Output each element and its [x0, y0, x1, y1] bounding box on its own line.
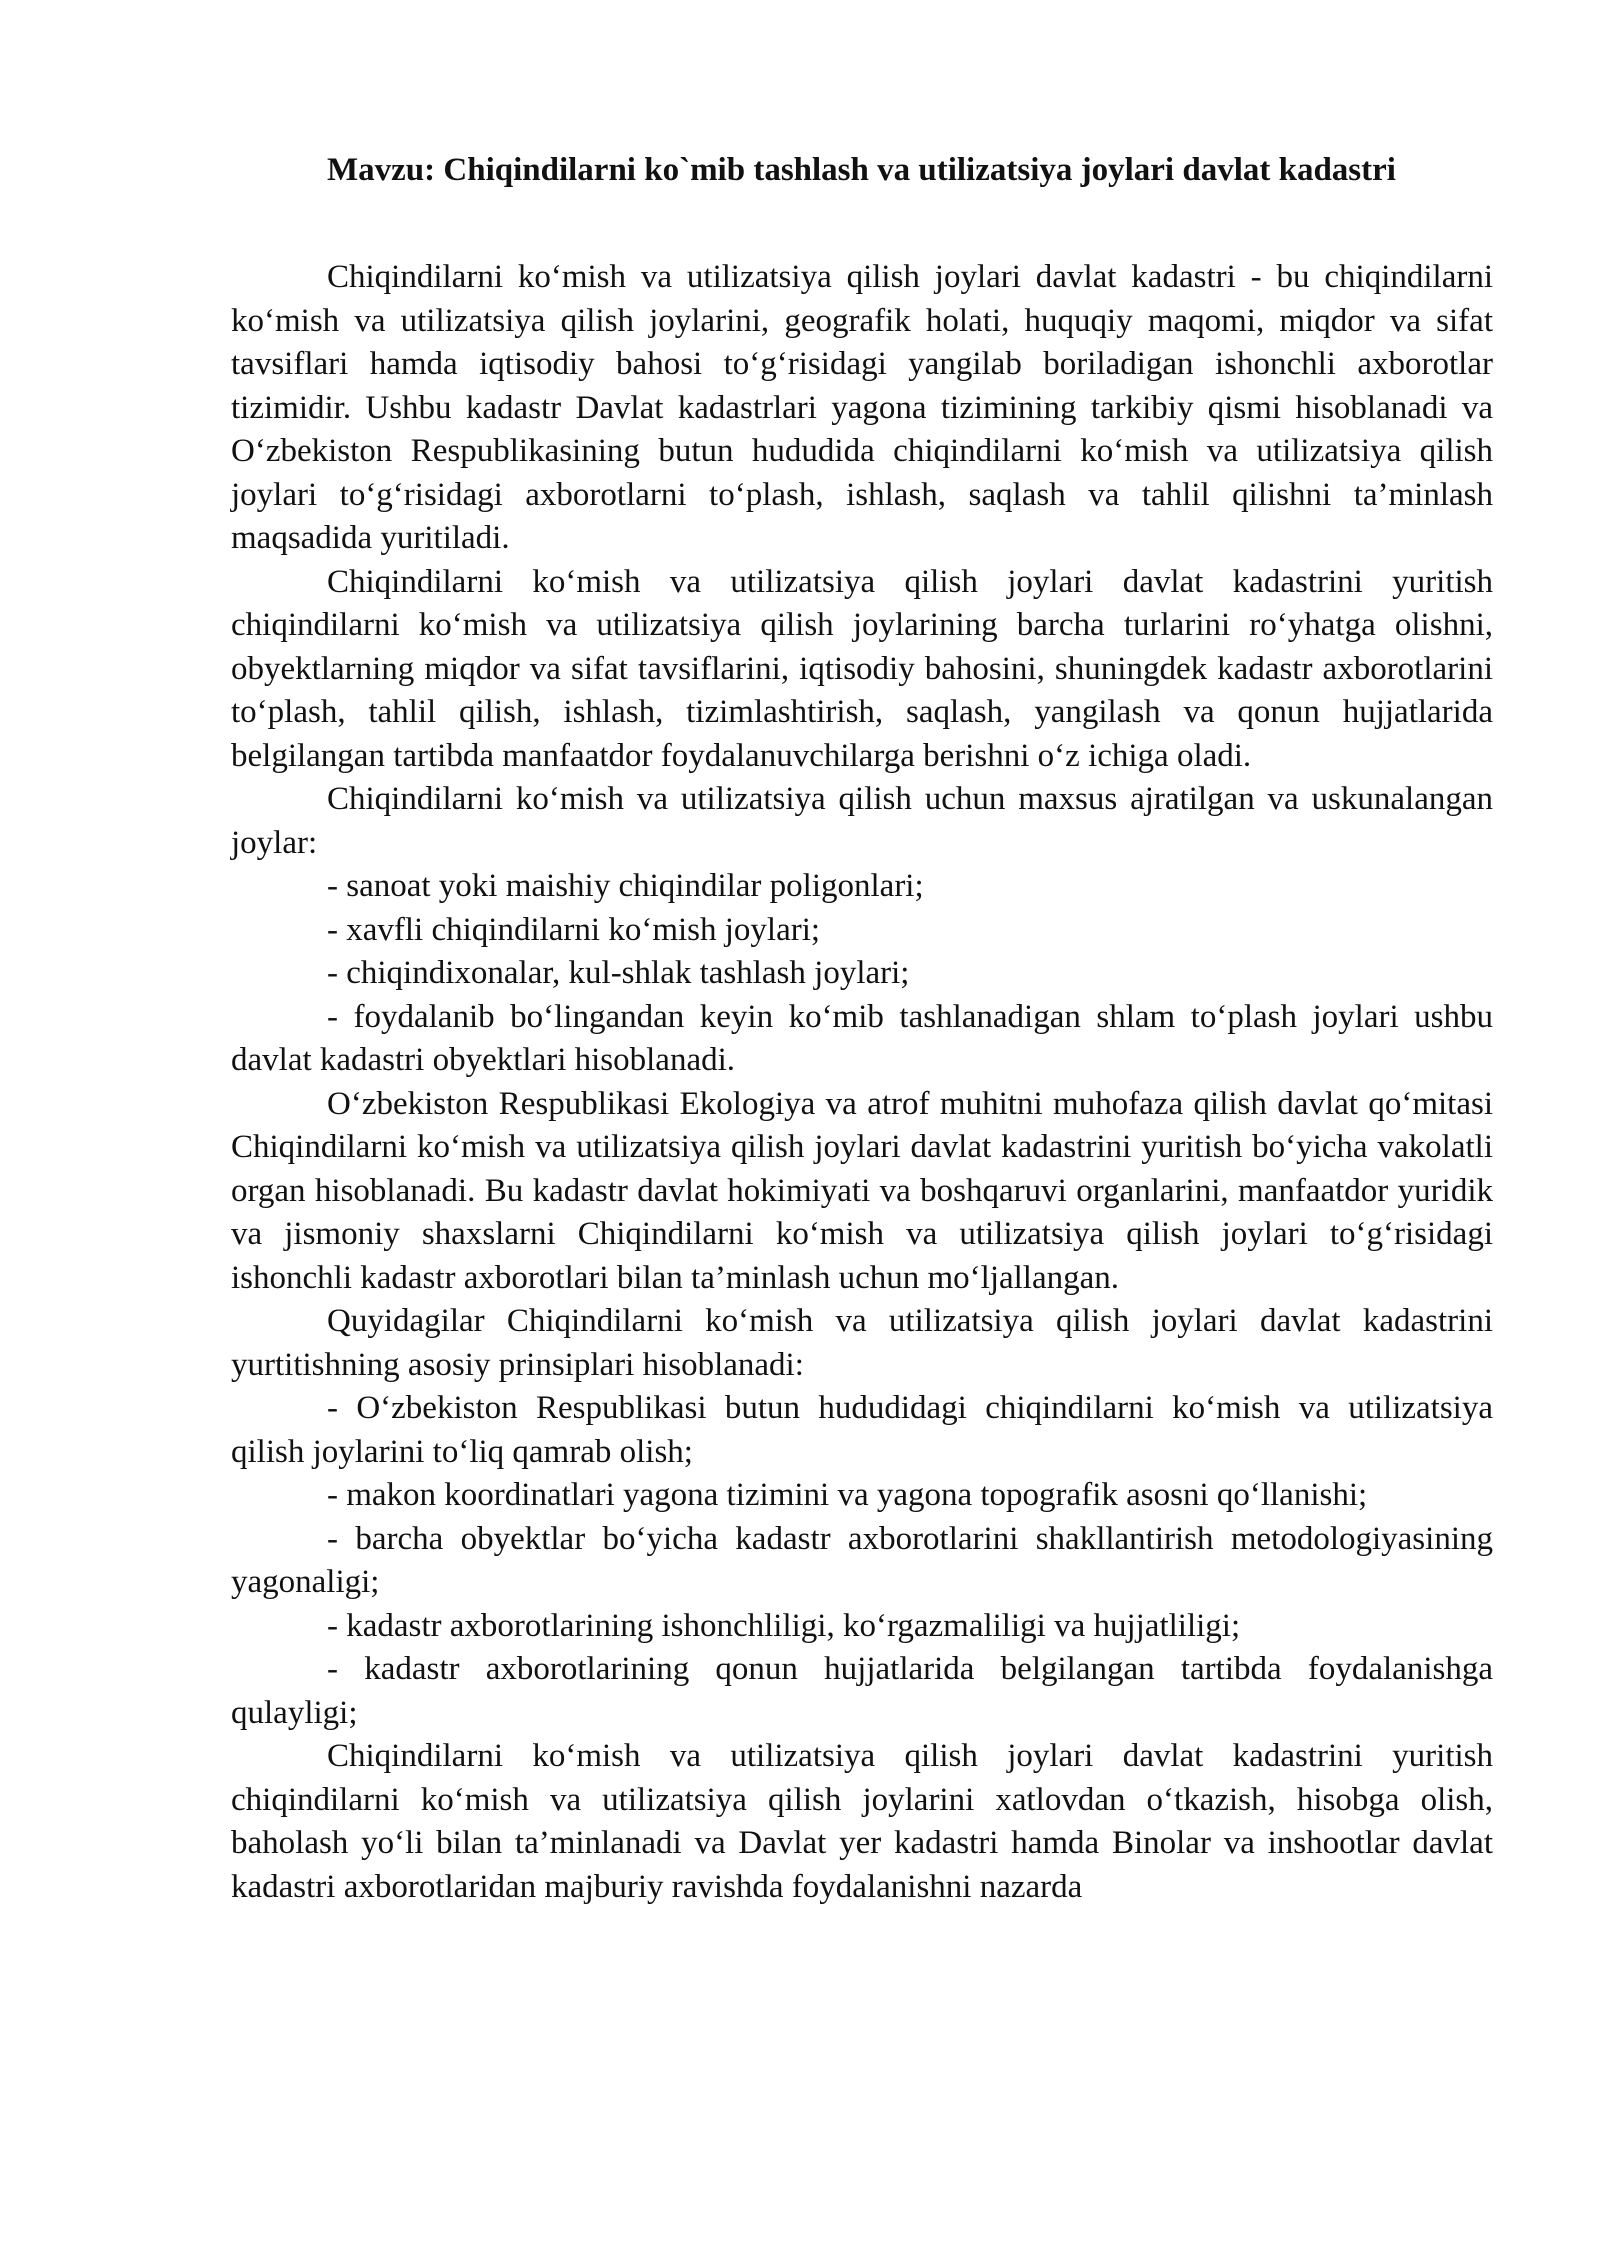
list-item-reliability: - kadastr axborotlarining ishonchliligi, ko‘rgazmaliligi va hujjatliligi; — [327, 1607, 1241, 1644]
list-item-accessibility: - kadastr axborotlarining qonun hujjatlarida belgilangan tartibda foydalanishga qulayligi; — [231, 1651, 1493, 1731]
paragraph-implementation: Chiqindilarni ko‘mish va utilizatsiya qilish joylari davlat kadastrini yuritish chiqindilarni ko‘mish va utilizatsiya qilish joylarini xatlovdan o‘tkazish, hisobga olish, baholash yo‘li bilan ta’minlanadi va Davlat yer kadastri hamda Binolar va inshootlar davlat kadastri axborotlaridan majburiy ravishda foydalanishni nazarda — [231, 1738, 1493, 1905]
list-item-coordinates: - makon koordinatlari yagona tizimini va yagona topografik asosni qo‘llanishi; — [327, 1477, 1368, 1513]
paragraph-objects-intro: Chiqindilarni ko‘mish va utilizatsiya qilish uchun maxsus ajratilgan va uskunalangan joylar: — [231, 781, 1493, 861]
list-item-coverage: - O‘zbekiston Respublikasi butun hududidagi chiqindilarni ko‘mish va utilizatsiya qilish joylarini to‘liq qamrab olish; — [231, 1390, 1493, 1470]
document-title: Mavzu: Chiqindilarni ko`mib tashlash va utilizatsiya joylari davlat kadastri — [327, 152, 1396, 188]
list-item-hazardous: - xavfli chiqindilarni ko‘mish joylari; — [327, 911, 821, 948]
title-spacer — [231, 192, 1493, 256]
document-page — [231, 148, 1493, 1909]
paragraph-maintenance: Chiqindilarni ko‘mish va utilizatsiya qilish joylari davlat kadastrini yuritish chiqindilarni ko‘mish va utilizatsiya qilish joylarining barcha turlarini ro‘yhatga olishni, obyektlarning miqdor va sifat tavsiflarini, iqtisodiy bahosini, shuningdek kadastr axborotlarini to‘plash, tahlil qilish, ishlash, tizimlashtirish, saqlash, yangilash va qonun hujjatlarida belgilangan tartibda manfaatdor foydalanuvchilarga berishni o‘z ichiga oladi. — [231, 563, 1493, 774]
list-item-polygons: - sanoat yoki maishiy chiqindilar poligonlari; — [327, 868, 924, 904]
paragraph-principles-intro: Quyidagilar Chiqindilarni ko‘mish va utilizatsiya qilish joylari davlat kadastrini yurtitishning asosiy prinsiplari hisoblanadi: — [231, 1303, 1493, 1383]
list-item-methodology: - barcha obyektlar bo‘yicha kadastr axborotlarini shakllantirish metodologiyasining yagonaligi; — [231, 1520, 1493, 1600]
list-item-sludge: - foydalanib bo‘lingandan keyin ko‘mib tashlanadigan shlam to‘plash joylari ushbu davlat kadastri obyektlari hisoblanadi. — [231, 998, 1493, 1078]
list-item-dumps: - chiqindixonalar, kul-shlak tashlash joylari; — [327, 955, 910, 991]
paragraph-definition: Chiqindilarni ko‘mish va utilizatsiya qilish joylari davlat kadastri - bu chiqindilarni ko‘mish va utilizatsiya qilish joylarini, geografik holati, huquqiy maqomi, miqdor va sifat tavsiflari hamda iqtisodiy bahosi to‘g‘risidagi yangilab boriladigan ishonchli axborotlar tizimidir. Ushbu kadastr Davlat kadastrlari yagona tizimining tarkibiy qismi hisoblanadi va O‘zbekiston Respublikasining butun hududida chiqindilarni ko‘mish va utilizatsiya qilish joylari to‘g‘risidagi axborotlarni to‘plash, ishlash, saqlash va tahlil qilishni ta’minlash maqsadida yuritiladi. — [231, 259, 1493, 556]
paragraph-authority: O‘zbekiston Respublikasi Ekologiya va atrof muhitni muhofaza qilish davlat qo‘mitasi Chiqindilarni ko‘mish va utilizatsiya qilish joylari davlat kadastrini yuritish bo‘yicha vakolatli organ hisoblanadi. Bu kadastr davlat hokimiyati va boshqaruvi organlarini, manfaatdor yuridik va jismoniy shaxslarni Chiqindilarni ko‘mish va utilizatsiya qilish joylari to‘g‘risidagi ishonchli kadastr axborotlari bilan ta’minlash uchun mo‘ljallangan. — [231, 1085, 1493, 1296]
